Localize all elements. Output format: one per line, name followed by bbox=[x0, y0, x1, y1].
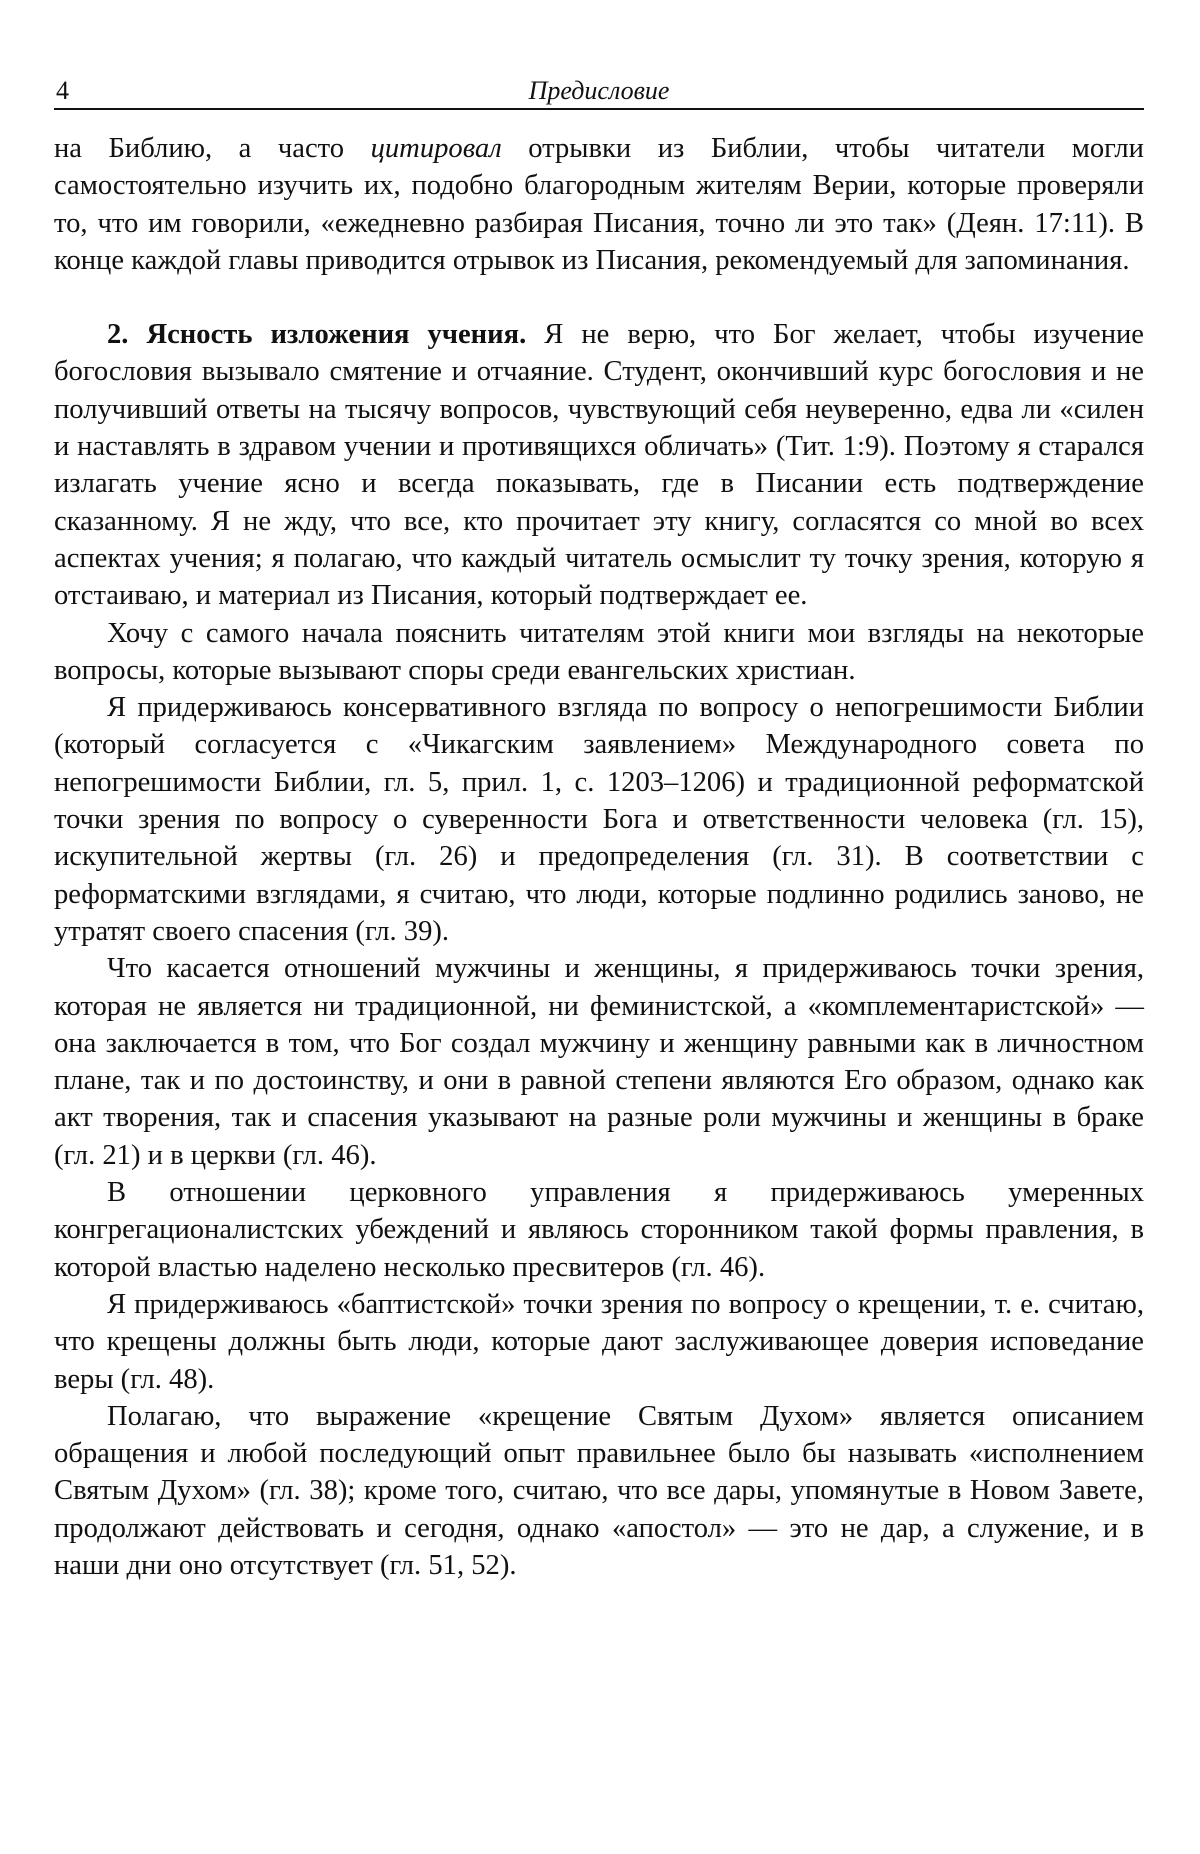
body-text bbox=[54, 130, 1144, 1584]
paragraph-continuation bbox=[54, 130, 1144, 279]
paragraph: В отношении церковного управления я придерживаюсь умеренных конгрегационалистских убеждений и являюсь сторонником такой формы правления, в которой властью наделено несколько пресвитеров (гл. 46). bbox=[54, 1177, 1144, 1283]
paragraph-text: отрывки из Библии, чтобы читатели могли самостоятельно изучить их, подобно благородным жителям Верии, которые проверяли то, что им говорили, «ежедневно разбирая Писания, точно ли это так» (Деян. 17:11). В конце каждой главы приводится отрывок из Писания, рекомендуемый для запоминания. bbox=[54, 133, 1144, 276]
book-page bbox=[54, 60, 1144, 1584]
paragraph-text: Я не верю, что Бог желает, чтобы изучение богословия вызывало смятение и отчаяние. Студент, окончивший курс богословия и не получивший ответы на тысячу вопросов, чувствующий себя неуверенно, едва ли «силен и наставлять в здравом учении и противящихся обличать» (Тит. 1:9). Поэтому я старался излагать учение ясно и всегда показывать, где в Писании есть подтверждение сказанному. Я не жду, что все, кто прочитает эту книгу, согласятся со мной во всех аспектах учения; я полагаю, что каждый читатель осмыслит ту точку зрения, которую я отстаиваю, и материал из Писания, который подтверждает ее. bbox=[54, 319, 1144, 612]
paragraph: Я придерживаюсь «баптистской» точки зрения по вопросу о крещении, т. е. считаю, что крещены должны быть люди, которые дают заслуживающее доверия исповедание веры (гл. 48). bbox=[54, 1288, 1144, 1395]
section-paragraph bbox=[54, 316, 1144, 614]
running-title: Предисловие bbox=[528, 76, 670, 105]
paragraph: Я придерживаюсь консервативного взгляда по вопросу о непогрешимости Библии (который согласуется с «Чикагским заявлением» Международного совета по непогрешимости Библии, гл. 5, прил. 1, с. 1203–1206) и традиционной реформатской точки зрения по вопросу о суверенности Бога и ответственности человека (гл. 15), искупительной жертвы (гл. 26) и предопределения (гл. 31). В соответствии с реформатскими взглядами, я считаю, что люди, которые подлинно родились заново, не утратят своего спасения (гл. 39). bbox=[54, 692, 1144, 947]
running-head bbox=[54, 60, 1144, 110]
paragraph: Хочу с самого начала пояснить читателям этой книги мои взгляды на некоторые вопросы, которые вызывают споры среди евангельских христиан. bbox=[54, 617, 1144, 686]
paragraph-text: на Библию, а часто bbox=[54, 133, 371, 164]
paragraph: Полагаю, что выражение «крещение Святым Духом» является описанием обращения и любой последующий опыт правильнее было бы называть «исполнением Святым Духом» (гл. 38); кроме того, считаю, что все дары, упомянутые в Новом Завете, продолжают действовать и сегодня, однако «апостол» — это не дар, а служение, и в наши дни оно отсутствует (гл. 51, 52). bbox=[54, 1400, 1144, 1581]
paragraph: Что касается отношений мужчины и женщины, я придерживаюсь точки зрения, которая не является ни традиционной, ни феминистской, а «комплементаристской» — она заключается в том, что Бог создал мужчину и женщину равными как в личностном плане, так и по достоинству, и они в равной степени являются Его образом, однако как акт творения, так и спасения указывают на разные роли мужчины и женщины в браке (гл. 21) и в церкви (гл. 46). bbox=[54, 953, 1144, 1171]
emphasis-word: цитировал bbox=[370, 133, 502, 164]
section-heading: 2. Ясность изложения учения. bbox=[107, 319, 527, 351]
page-number: 4 bbox=[56, 76, 69, 105]
